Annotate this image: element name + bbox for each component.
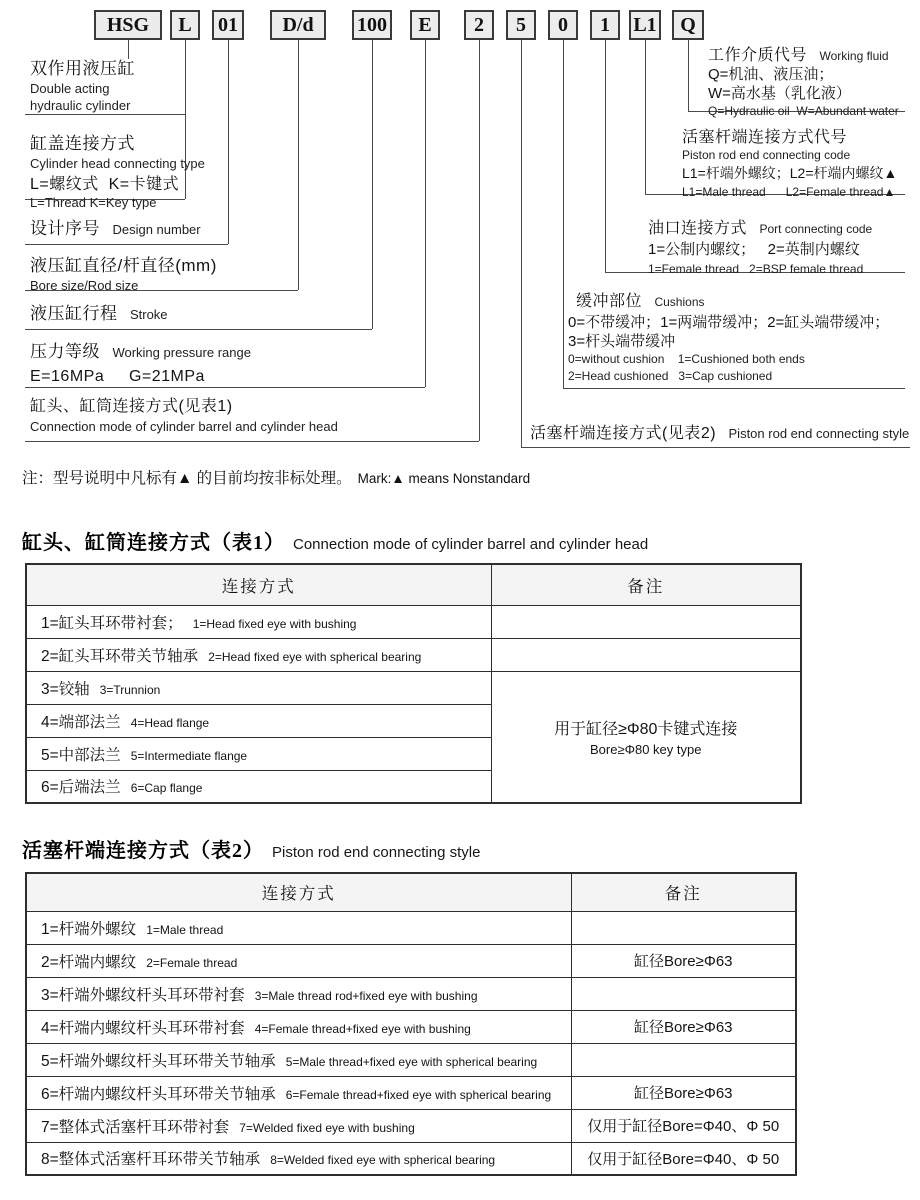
table1-barrel-head-connection (25, 563, 802, 804)
callout-cushions (568, 292, 906, 384)
code-box-rod-end-style: 5 (506, 10, 536, 40)
callout-stroke (30, 303, 168, 325)
table-row (26, 1010, 796, 1043)
callout-zh: 3=杆头端带缓冲 (568, 332, 676, 350)
cell-remark (571, 977, 796, 1010)
cell-zh: 6=杆端内螺纹杆头耳环带关节轴承 (41, 1085, 276, 1103)
callout-en: 0=without cushion 1=Cushioned both ends (568, 351, 805, 366)
callout-zh: L=螺纹式 K=卡键式 (30, 175, 180, 193)
leader-line (605, 40, 606, 272)
cell-en: 4=Female thread+fixed eye with bushing (254, 1021, 471, 1036)
nonstandard-note (22, 466, 530, 488)
callout-en: 1=Female thread 2=BSP female thread (648, 261, 864, 276)
table1-title (22, 526, 648, 555)
leader-line (425, 40, 426, 387)
table-row (26, 638, 801, 671)
table-header-row (26, 564, 801, 605)
callout-en: Working pressure range (112, 345, 251, 360)
callout-zh: 活塞杆端连接方式(见表2) (530, 425, 717, 442)
table-row (26, 1076, 796, 1109)
callout-zh: 设计序号 (30, 219, 100, 238)
cell-remark: 缸径Bore≥Φ63 (571, 1076, 796, 1109)
callout-rod-end-style (530, 424, 909, 444)
cell-zh: 5=中部法兰 (41, 746, 121, 764)
table-row (26, 977, 796, 1010)
table-row (26, 944, 796, 977)
code-box-barrel-conn: 2 (464, 10, 494, 40)
table-row (26, 605, 801, 638)
callout-zh: 压力等级 (30, 342, 100, 361)
leader-line (128, 40, 129, 59)
callout-en: 2=Head cushioned 3=Cap cushioned (568, 368, 773, 383)
cell-en: 3=Trunnion (99, 682, 161, 697)
cell-en: 6=Cap flange (130, 781, 203, 796)
leader-line (228, 40, 229, 244)
cell-remark (491, 605, 801, 638)
callout-rod-end-code (682, 128, 912, 200)
table-row (26, 911, 796, 944)
cell-en: 5=Intermediate flange (130, 748, 248, 763)
table-row (26, 671, 801, 704)
leader-line (372, 40, 373, 329)
cell-en: 8=Welded fixed eye with spherical bearing (270, 1153, 496, 1168)
table1-col-connection: 连接方式 (26, 564, 491, 605)
callout-en: Double acting (30, 81, 110, 97)
table2-rod-end-connection (25, 872, 797, 1176)
callout-en: Cushions (654, 295, 705, 309)
code-box-port: 1 (590, 10, 620, 40)
callout-double-acting (30, 58, 135, 114)
note-en: Mark:▲ means Nonstandard (357, 471, 531, 486)
leader-line (521, 447, 910, 448)
leader-line (25, 387, 425, 388)
cell-en: 1=Male thread (146, 922, 224, 937)
callout-en: Port connecting code (759, 222, 873, 236)
cell-zh: 1=杆端外螺纹 (41, 920, 137, 938)
table-header-row (26, 873, 796, 911)
callout-en: Q=Hydraulic oil W=Abundant water (708, 103, 899, 118)
table1-title-en: Connection mode of cylinder barrel and cylinder head (293, 536, 649, 553)
code-box-fluid: Q (672, 10, 704, 40)
table1-title-zh: 缸头、缸筒连接方式（表1） (22, 532, 285, 554)
cell-remark: 缸径Bore≥Φ63 (571, 1010, 796, 1043)
leader-line (563, 40, 564, 388)
callout-zh: 工作介质代号 (708, 47, 808, 64)
callout-values: E=16MPa G=21MPa (30, 368, 205, 385)
cell-en: 6=Female thread+fixed eye with spherical bearing (285, 1087, 552, 1102)
cell-zh: 3=铰轴 (41, 680, 90, 698)
cell-remark: 缸径Bore≥Φ63 (571, 944, 796, 977)
cell-remark (491, 638, 801, 671)
cell-zh: 6=后端法兰 (41, 779, 121, 797)
callout-pressure (30, 341, 251, 387)
callout-zh: 液压缸行程 (30, 304, 118, 323)
cell-en: 4=Head flange (130, 715, 210, 730)
leader-line (25, 244, 228, 245)
table-row (26, 1043, 796, 1076)
remark-zh: 用于缸径≥Φ80卡键式连接 (554, 721, 738, 739)
callout-en: L1=Male thread L2=Female thread▲ (682, 184, 896, 199)
callout-barrel-head (30, 397, 338, 435)
leader-line (521, 40, 522, 447)
remark-en: Bore≥Φ80 key type (590, 742, 702, 758)
code-box-cushion: 0 (548, 10, 578, 40)
cell-remark (571, 911, 796, 944)
cell-zh: 2=缸头耳环带关节轴承 (41, 647, 199, 665)
code-box-bore-rod: D/d (270, 10, 326, 40)
cell-zh: 4=杆端内螺纹杆头耳环带衬套 (41, 1019, 245, 1037)
callout-zh: 缓冲部位 (576, 293, 643, 310)
cell-zh: 3=杆端外螺纹杆头耳环带衬套 (41, 986, 245, 1004)
cell-remark (571, 1043, 796, 1076)
table2-title-zh: 活塞杆端连接方式（表2） (22, 840, 264, 862)
table-row (26, 1109, 796, 1142)
callout-working-fluid (708, 46, 908, 119)
callout-zh: 缸头、缸筒连接方式(见表1) (30, 398, 233, 415)
cell-remark: 仅用于缸径Bore=Φ40、Φ 50 (571, 1109, 796, 1142)
callout-en: Design number (112, 222, 201, 237)
cell-remark: 仅用于缸径Bore=Φ40、Φ 50 (571, 1142, 796, 1175)
callout-zh: 1=公制内螺纹； 2=英制内螺纹 (648, 241, 860, 258)
cell-en: 7=Welded fixed eye with bushing (239, 1120, 415, 1135)
callout-en: Piston rod end connecting code (682, 148, 851, 162)
callout-zh: 油口连接方式 (648, 220, 748, 237)
callout-design-number (30, 218, 201, 240)
callout-zh: W=高水基（乳化液） (708, 84, 851, 102)
callout-en: L=Thread K=Key type (30, 194, 157, 210)
callout-bore-rod (30, 255, 217, 295)
cell-zh: 8=整体式活塞杆耳环带关节轴承 (41, 1151, 261, 1169)
cell-en: 3=Male thread rod+fixed eye with bushing (254, 988, 478, 1003)
callout-port (648, 219, 908, 277)
callout-zh: 液压缸直径/杆直径(mm) (30, 256, 217, 275)
callout-zh: 缸盖连接方式 (30, 134, 135, 153)
table2-col-connection: 连接方式 (26, 873, 571, 911)
callout-en: Cylinder head connecting type (30, 156, 205, 172)
table2-col-remark: 备注 (571, 873, 796, 911)
callout-en: Stroke (129, 307, 168, 322)
cell-zh: 7=整体式活塞杆耳环带衬套 (41, 1118, 230, 1136)
callout-zh: Q=机油、液压油； (708, 66, 834, 83)
cell-remark-merged (491, 671, 801, 803)
table2-title-en: Piston rod end connecting style (272, 844, 481, 861)
callout-en: Bore size/Rod size (30, 278, 139, 294)
leader-line (479, 40, 480, 441)
callout-en: Connection mode of cylinder barrel and cylinder head (30, 419, 338, 434)
cell-en: 5=Male thread+fixed eye with spherical bearing (285, 1054, 538, 1069)
cell-zh: 5=杆端外螺纹杆头耳环带关节轴承 (41, 1052, 276, 1070)
callout-en: hydraulic cylinder (30, 97, 131, 113)
code-box-rod-end-code: L1 (629, 10, 661, 40)
callout-zh: 活塞杆端连接方式代号 (682, 129, 848, 146)
code-box-series: HSG (94, 10, 162, 40)
callout-zh: L1=杆端外螺纹；L2=杆端内螺纹▲ (682, 165, 898, 181)
leader-line (298, 40, 299, 290)
cell-zh: 1=缸头耳环带衬套； (41, 614, 183, 632)
note-zh: 注：型号说明中凡标有▲ 的目前均按非标处理。 (22, 470, 352, 487)
table2-title (22, 834, 480, 863)
callout-zh: 双作用液压缸 (30, 59, 135, 78)
leader-line (645, 40, 646, 194)
leader-line (688, 40, 689, 111)
callout-head-connecting (30, 133, 205, 211)
callout-en: Piston rod end connecting style (728, 426, 910, 441)
leader-line (25, 329, 372, 330)
callout-zh: 0=不带缓冲；1=两端带缓冲；2=缸头端带缓冲； (568, 314, 890, 331)
cell-en: 1=Head fixed eye with bushing (192, 616, 357, 631)
cell-zh: 4=端部法兰 (41, 713, 121, 731)
callout-en: Working fluid (819, 49, 889, 63)
table-row (26, 1142, 796, 1175)
cell-en: 2=Head fixed eye with spherical bearing (208, 649, 422, 664)
leader-line (25, 114, 185, 115)
code-box-design-number: 01 (212, 10, 244, 40)
code-box-head-type: L (170, 10, 200, 40)
leader-line (25, 441, 479, 442)
cell-zh: 2=杆端内螺纹 (41, 953, 137, 971)
cell-en: 2=Female thread (146, 955, 238, 970)
code-box-pressure: E (410, 10, 440, 40)
code-box-stroke: 100 (352, 10, 392, 40)
table1-col-remark: 备注 (491, 564, 801, 605)
leader-line (563, 388, 905, 389)
